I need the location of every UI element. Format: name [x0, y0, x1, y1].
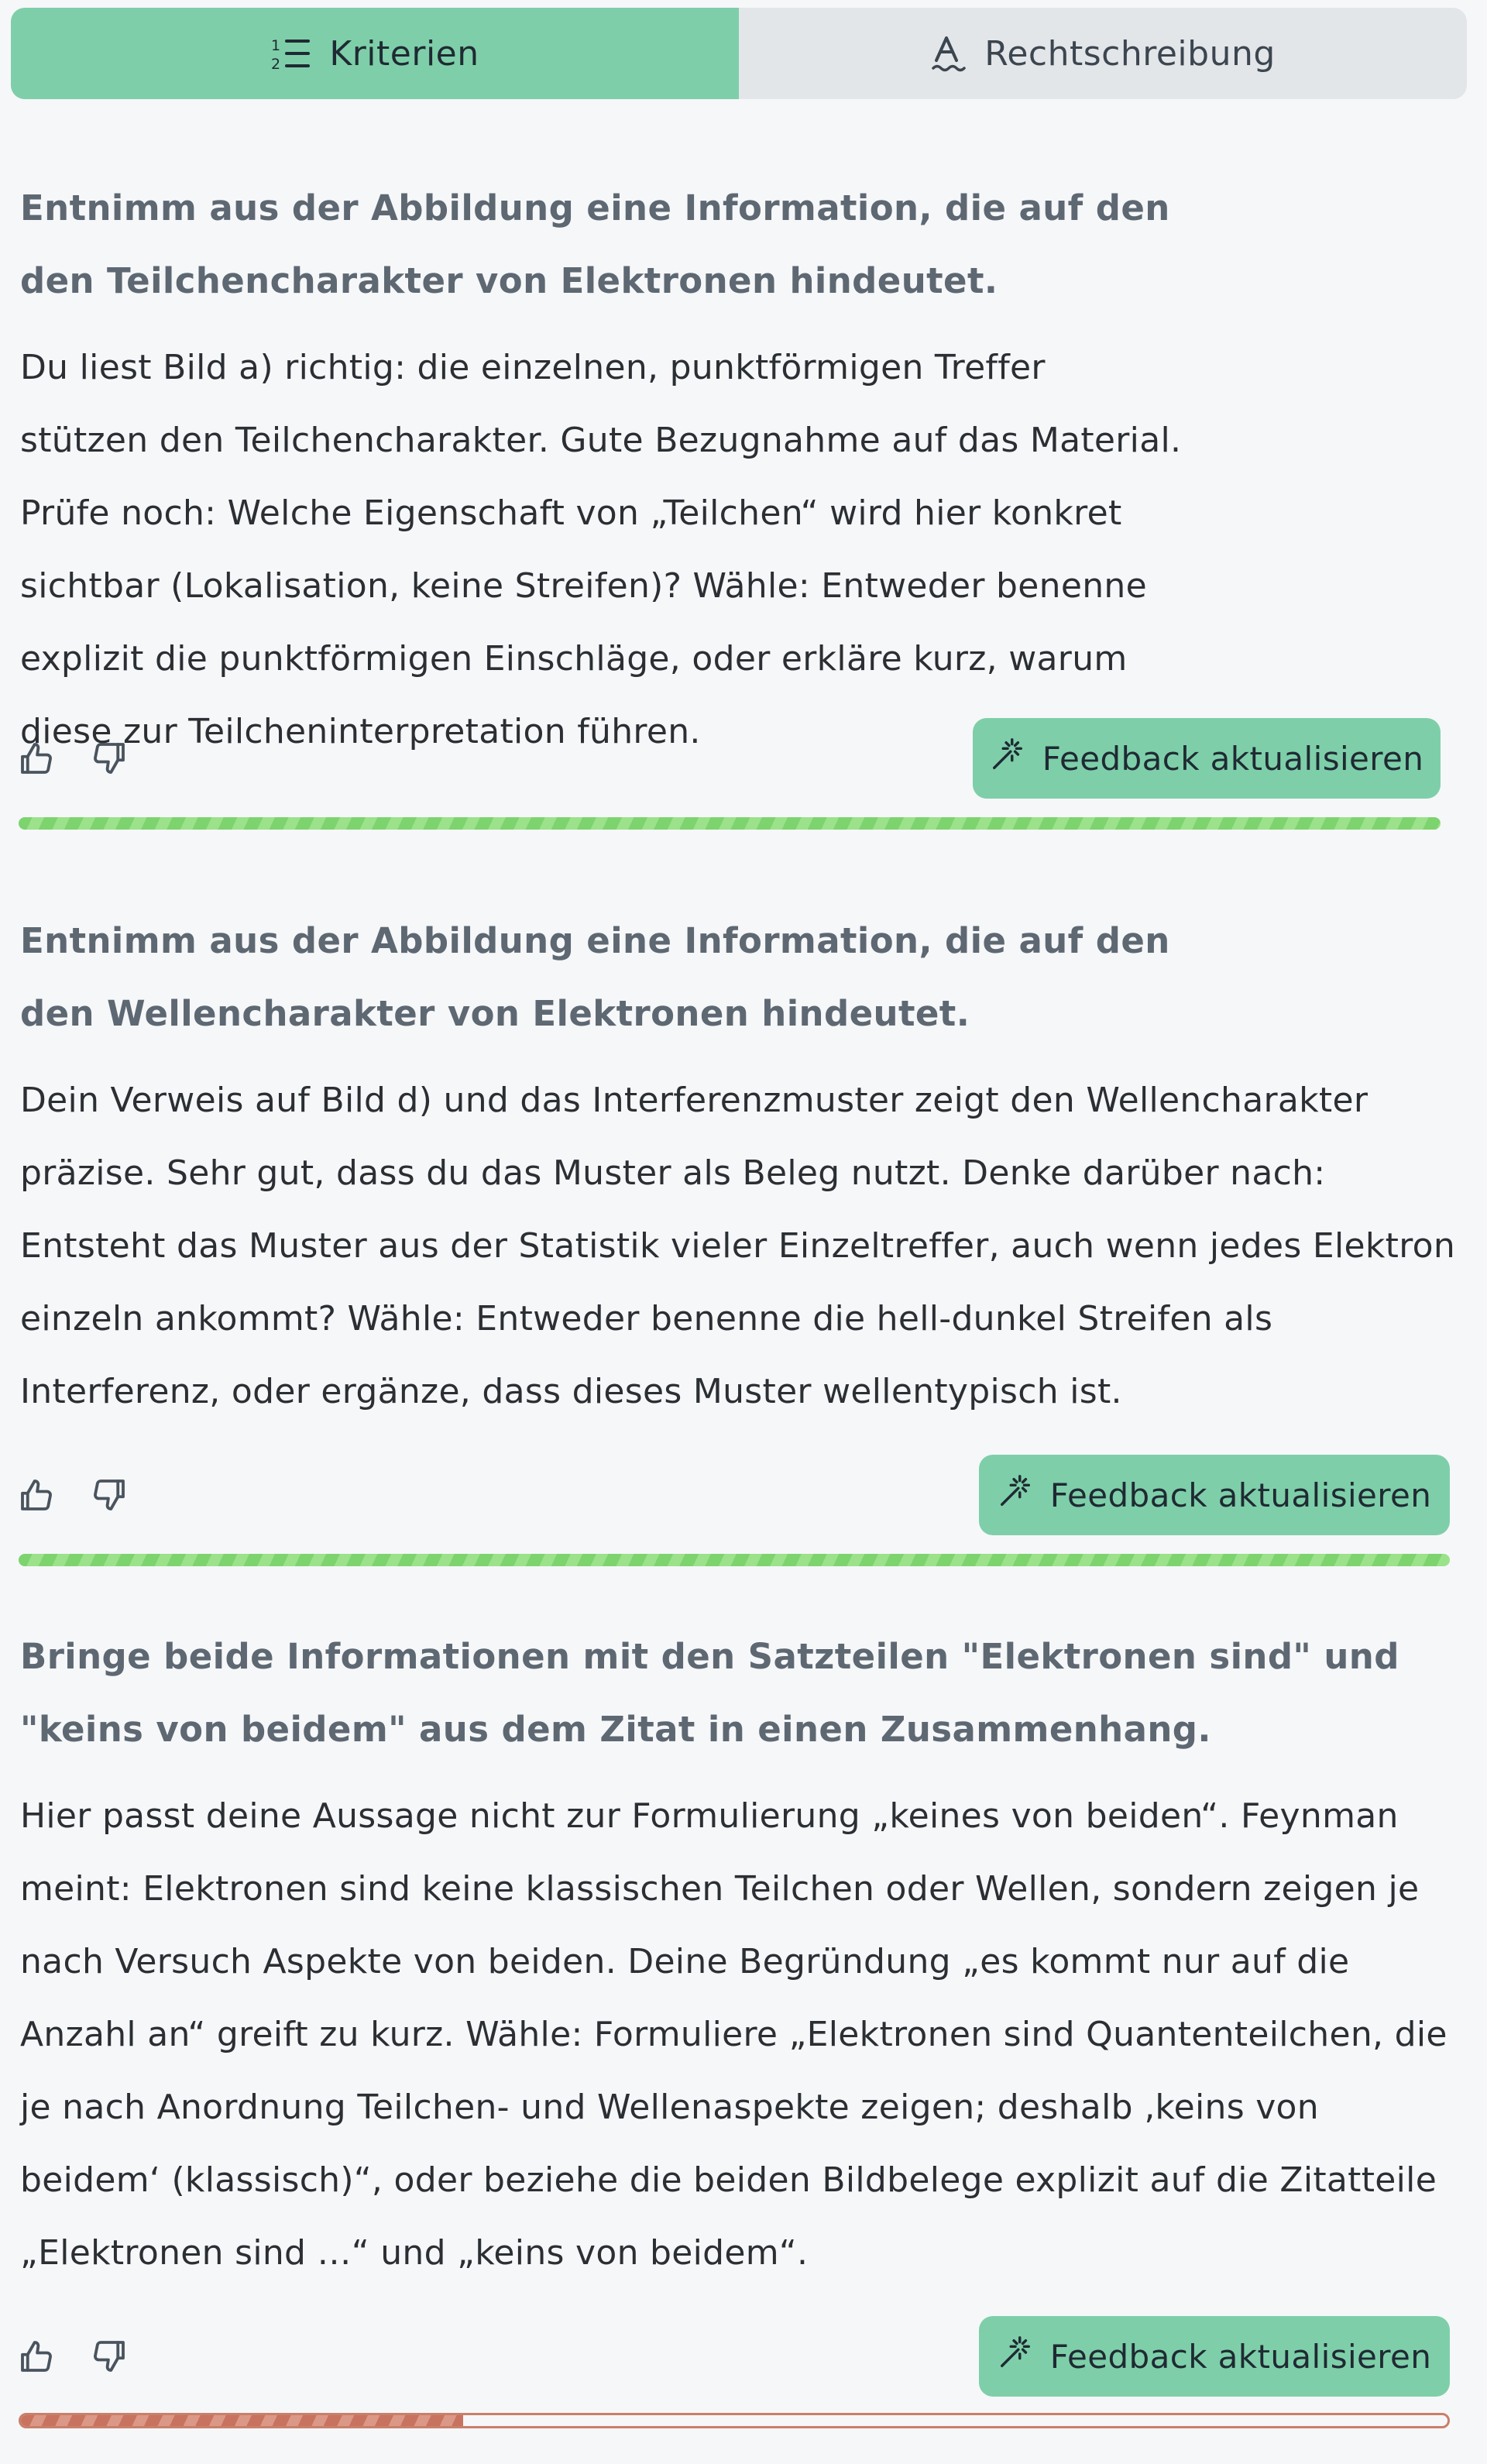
tab-bar [11, 8, 1467, 99]
magic-wand-icon [998, 1473, 1033, 1517]
criterion-card [20, 905, 1456, 1428]
progress-fill [21, 2415, 463, 2426]
svg-text:1: 1 [271, 37, 281, 54]
progress-fill [19, 1554, 1450, 1566]
feedback-update-label: Feedback aktualisieren [1049, 2337, 1432, 2376]
feedback-update-label: Feedback aktualisieren [1049, 1476, 1432, 1514]
criterion-progress-bar [19, 817, 1441, 830]
rating-buttons [15, 2335, 130, 2377]
tab-kriterien-label: Kriterien [329, 33, 479, 74]
criterion-card [20, 1620, 1453, 2290]
thumbs-down-icon[interactable] [88, 737, 130, 779]
tab-rechtschreibung[interactable] [739, 8, 1467, 99]
tab-rechtschreibung-label: Rechtschreibung [984, 33, 1276, 74]
svg-text:2: 2 [271, 56, 281, 71]
feedback-update-button[interactable] [979, 2316, 1450, 2397]
feedback-update-button[interactable] [979, 1455, 1450, 1535]
thumbs-up-icon[interactable] [15, 1474, 57, 1516]
numbered-list-icon [270, 36, 311, 71]
criterion-card [20, 172, 1182, 768]
thumbs-up-icon[interactable] [15, 2335, 57, 2377]
criterion-title: Bringe beide Informationen mit den Satzteilen "Elektronen sind" und "keins von beidem" aus dem Zitat in einen Zusammenhang. [20, 1636, 1399, 1750]
spell-check-icon [930, 34, 966, 73]
feedback-update-label: Feedback aktualisieren [1042, 739, 1424, 778]
criterion-feedback: Hier passt deine Aussage nicht zur Formulierung „keines von beiden“. Feynman meint: Elektronen sind keine klassischen Teilchen oder Wellen, sondern zeigen je nach Versuch Aspekte von beiden. Deine Begründung „es kommt nur auf die Anzahl an“ greift zu kurz. Wähle: Formuliere „Elektronen sind Quantenteilchen, die je nach Anordnung Teilchen- und Wellenaspekte zeigen; deshalb ‚keins von beidem‘ (klassisch)“, oder beziehe die beiden Bildbelege explizit auf die Zitatteile „Elektronen sind …“ und „keins von beidem“. [20, 1796, 1448, 2273]
criterion-title: Entnimm aus der Abbildung eine Information, die auf den den Teilchencharakter von Elektronen hindeutet. [20, 187, 1170, 301]
criterion-progress-bar [19, 2413, 1450, 2428]
criterion-progress-bar [19, 1554, 1450, 1566]
criterion-title: Entnimm aus der Abbildung eine Information, die auf den den Wellencharakter von Elektronen hindeutet. [20, 920, 1170, 1034]
progress-fill [19, 817, 1441, 830]
tab-kriterien[interactable] [11, 8, 739, 99]
thumbs-up-icon[interactable] [15, 737, 57, 779]
rating-buttons [15, 737, 130, 779]
criterion-feedback: Dein Verweis auf Bild d) und das Interferenzmuster zeigt den Wellencharakter präzise. Sehr gut, dass du das Muster als Beleg nutzt. Denke darüber nach: Entsteht das Muster aus der Statistik vieler Einzeltreffer, auch wenn jedes Elektron einzeln ankommt? Wähle: Entweder benenne die hell-dunkel Streifen als Interferenz, oder ergänze, dass dieses Muster wellentypisch ist. [20, 1081, 1456, 1411]
rating-buttons [15, 1474, 130, 1516]
magic-wand-icon [990, 737, 1025, 780]
criterion-feedback: Du liest Bild a) richtig: die einzelnen, punktförmigen Treffer stützen den Teilchencharakter. Gute Bezugnahme auf das Material. Prüfe noch: Welche Eigenschaft von „Teilchen“ wird hier konkret sichtbar (Lokalisation, keine Streifen)? Wähle: Entweder benenne explizit die punktförmigen Einschläge, oder erkläre kurz, warum diese zur Teilcheninterpretation führen. [20, 348, 1182, 751]
magic-wand-icon [998, 2335, 1033, 2378]
thumbs-down-icon[interactable] [88, 2335, 130, 2377]
feedback-update-button[interactable] [973, 718, 1441, 799]
thumbs-down-icon[interactable] [88, 1474, 130, 1516]
